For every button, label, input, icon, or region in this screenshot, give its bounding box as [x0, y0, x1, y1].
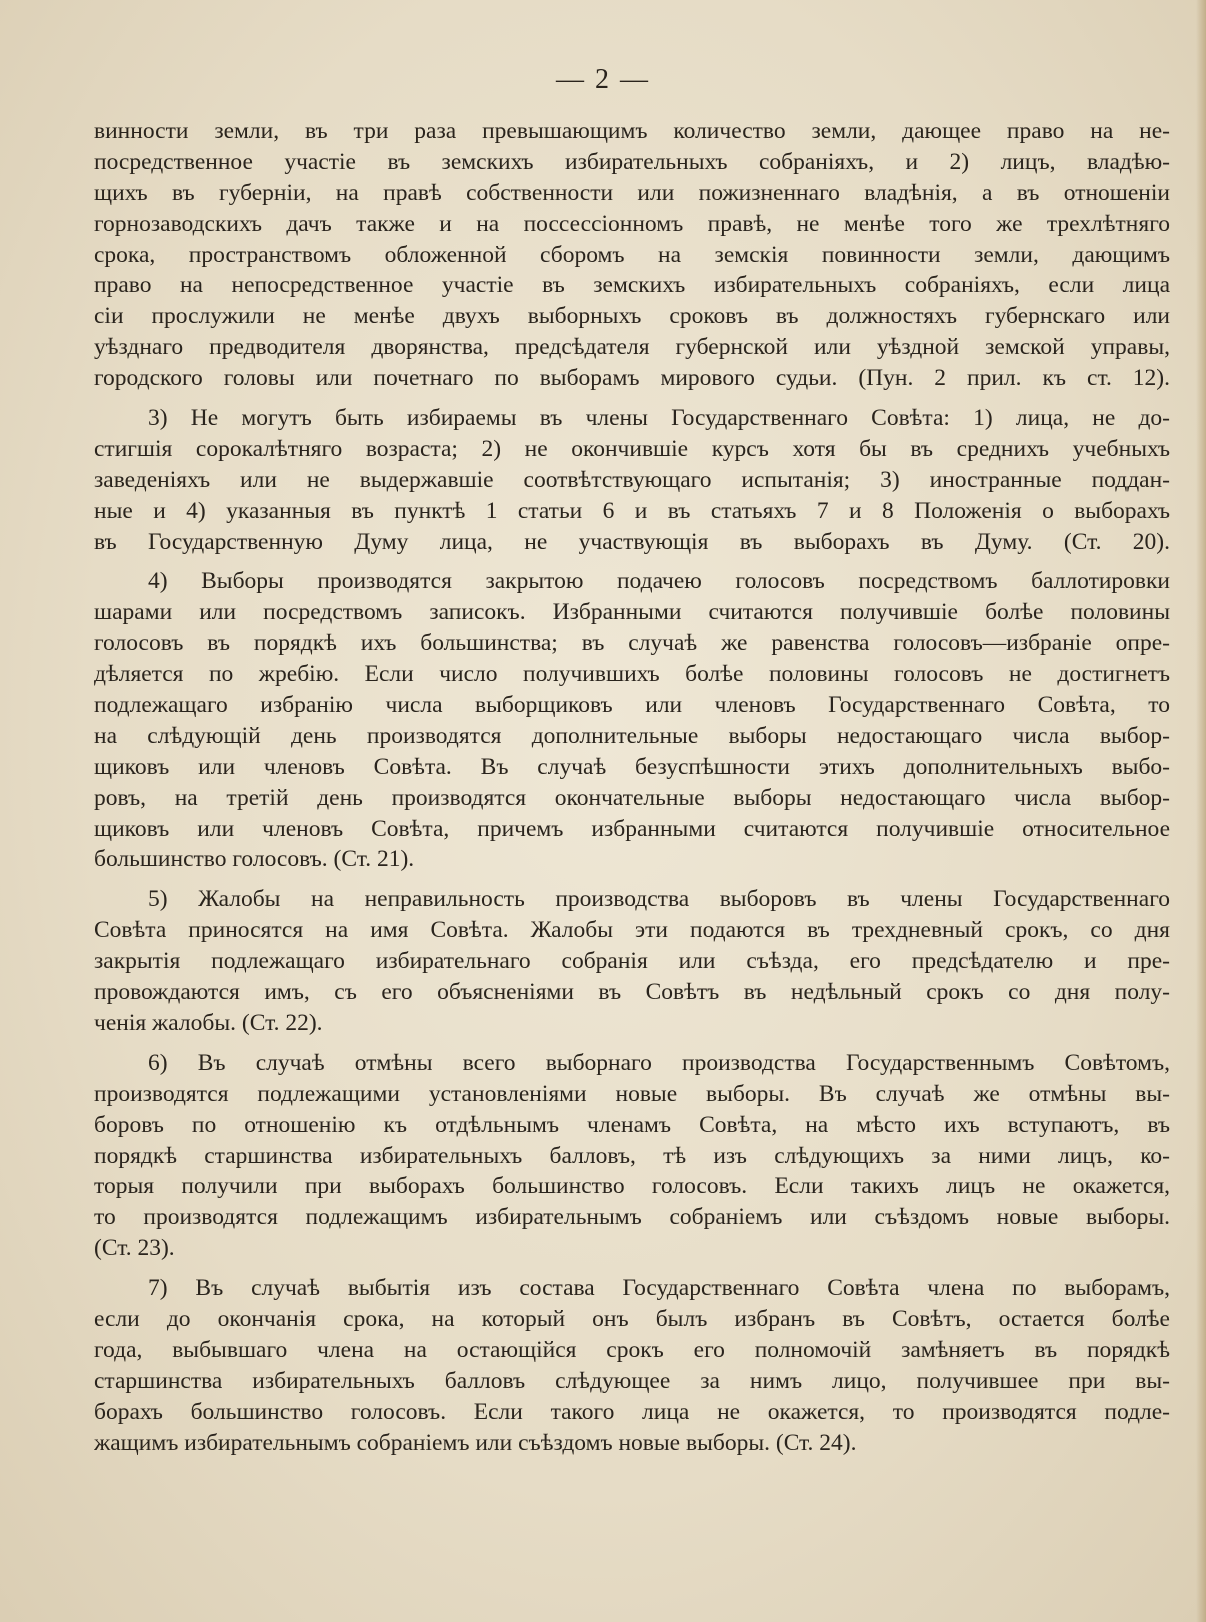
document-body — [94, 116, 1170, 1458]
page-edge-shadow — [1196, 0, 1206, 1622]
text-line: боровъ по отношенію къ отдѣльнымъ членамъ Совѣта, на мѣсто ихъ вступаютъ, въ — [94, 1111, 1170, 1138]
text-line: посредственное участіе въ земскихъ избирательныхъ собраніяхъ, и 2) лицъ, владѣю- — [94, 148, 1170, 175]
text-line: въ Государственную Думу лица, не участвующія въ выборахъ въ Думу. (Ст. 20). — [94, 528, 1170, 555]
text-line: борахъ большинство голосовъ. Если такого лица не окажется, то производятся подле- — [94, 1398, 1170, 1425]
text-line: закрытія подлежащаго избирательнаго собранія или съѣзда, его предсѣдателю и пре- — [94, 948, 1170, 975]
text-line: подлежащаго избранію числа выборщиковъ или членовъ Государственнаго Совѣта, то — [94, 692, 1170, 719]
text-line: винности земли, въ три раза превышающимъ количество земли, дающее право на не- — [94, 118, 1170, 144]
text-line: Совѣта приносятся на имя Совѣта. Жалобы эти подаются въ трехдневный срокъ, со дня — [94, 917, 1170, 944]
text-line: ные и 4) указанныя въ пунктѣ 1 статьи 6 и въ статьяхъ 7 и 8 Положенія о выборахъ — [94, 497, 1170, 524]
text-line: торыя получили при выборахъ большинство голосовъ. Если такихъ лицъ не окажется, — [94, 1173, 1170, 1200]
text-line: горнозаводскихъ дачъ также и на поссессіонномъ правѣ, не менѣе того же трехлѣтняго — [94, 210, 1170, 237]
text-line: жащимъ избирательнымъ собраніемъ или съѣздомъ новые выборы. (Ст. 24). — [94, 1429, 857, 1456]
text-line: порядкѣ старшинства избирательныхъ балловъ, тѣ изъ слѣдующихъ за ними лицъ, ко- — [94, 1142, 1170, 1169]
text-line: шарами или посредствомъ записокъ. Избранными считаются получившіе болѣе половины — [94, 599, 1170, 626]
text-line: срока, пространствомъ обложенной сборомъ на земскія повинности земли, дающимъ — [94, 241, 1170, 268]
text-line: 4) Выборы производятся закрытою подачею голосовъ посредствомъ баллотировки — [148, 568, 1170, 595]
text-line: голосовъ въ порядкѣ ихъ большинства; въ случаѣ же равенства голосовъ—избраніе опре- — [94, 630, 1170, 657]
text-line: 7) Въ случаѣ выбытія изъ состава Государственнаго Совѣта члена по выборамъ, — [148, 1275, 1170, 1302]
text-line: городского головы или почетнаго по выборамъ мирового судьи. (Пун. 2 прил. къ ст. 12). — [94, 365, 1170, 392]
text-line: (Ст. 23). — [94, 1235, 175, 1262]
text-line: производятся подлежащими установленіями новые выборы. Въ случаѣ же отмѣны вы- — [94, 1080, 1170, 1107]
text-line: если до окончанія срока, на который онъ былъ избранъ въ Совѣтъ, остается болѣе — [94, 1305, 1170, 1332]
text-line: щиковъ или членовъ Совѣта. Въ случаѣ безуспѣшности этихъ дополнительныхъ выбо- — [94, 753, 1170, 780]
text-line: дѣляется по жребію. Если число получившихъ болѣе половины голосовъ не достигнетъ — [94, 661, 1170, 688]
paragraph-1 — [94, 116, 1170, 394]
text-line: большинство голосовъ. (Ст. 21). — [94, 846, 415, 873]
text-line: то производятся подлежащимъ избирательнымъ собраніемъ или съѣздомъ новые выборы. — [94, 1204, 1170, 1231]
text-line: заведеніяхъ или не выдержавшіе соотвѣтствующаго испытанія; 3) иностранные поддан- — [94, 466, 1170, 493]
text-line: года, выбывшаго члена на остающійся срокъ его полномочій замѣняетъ въ порядкѣ — [94, 1336, 1170, 1363]
text-line: щиковъ или членовъ Совѣта, причемъ избранными считаются получившіе относительное — [94, 815, 1170, 842]
text-line: щихъ въ губерніи, на правѣ собственности или пожизненнаго владѣнія, а въ отношеніи — [94, 179, 1170, 206]
text-line: 5) Жалобы на неправильность производства выборовъ въ члены Государственнаго — [148, 886, 1170, 913]
paragraph-3 — [94, 403, 1170, 557]
text-line: 6) Въ случаѣ отмѣны всего выборнаго производства Государственнымъ Совѣтомъ, — [148, 1049, 1170, 1076]
text-line: старшинства избирательныхъ балловъ слѣдующее за нимъ лицо, получившее при вы- — [94, 1367, 1170, 1394]
paragraph-7 — [94, 1273, 1170, 1458]
page-number: — 2 — — [556, 64, 650, 95]
text-line: 3) Не могутъ быть избираемы въ члены Государственнаго Совѣта: 1) лица, не до- — [148, 405, 1170, 432]
text-line: провождаются имъ, съ его объясненіями въ Совѣтъ въ недѣльный срокъ со дня полу- — [94, 979, 1170, 1006]
text-line: право на непосредственное участіе въ земскихъ избирательныхъ собраніяхъ, если лица — [94, 272, 1170, 299]
paragraph-5 — [94, 884, 1170, 1038]
text-line: на слѣдующій день производятся дополнительные выборы недостающаго числа выбор- — [94, 722, 1170, 749]
paragraph-6 — [94, 1048, 1170, 1264]
text-line: ровъ, на третій день производятся окончательные выборы недостающаго числа выбор- — [94, 784, 1170, 811]
text-line: ченія жалобы. (Ст. 22). — [94, 1009, 323, 1036]
paragraph-4 — [94, 566, 1170, 875]
text-line: сіи прослужили не менѣе двухъ выборныхъ сроковъ въ должностяхъ губернскаго или — [94, 303, 1170, 330]
text-line: уѣзднаго предводителя дворянства, предсѣдателя губернской или уѣздной земской управы, — [94, 334, 1170, 361]
text-line: стигшія сорокалѣтняго возраста; 2) не окончившіе курсъ хотя бы въ среднихъ учебныхъ — [94, 435, 1170, 462]
